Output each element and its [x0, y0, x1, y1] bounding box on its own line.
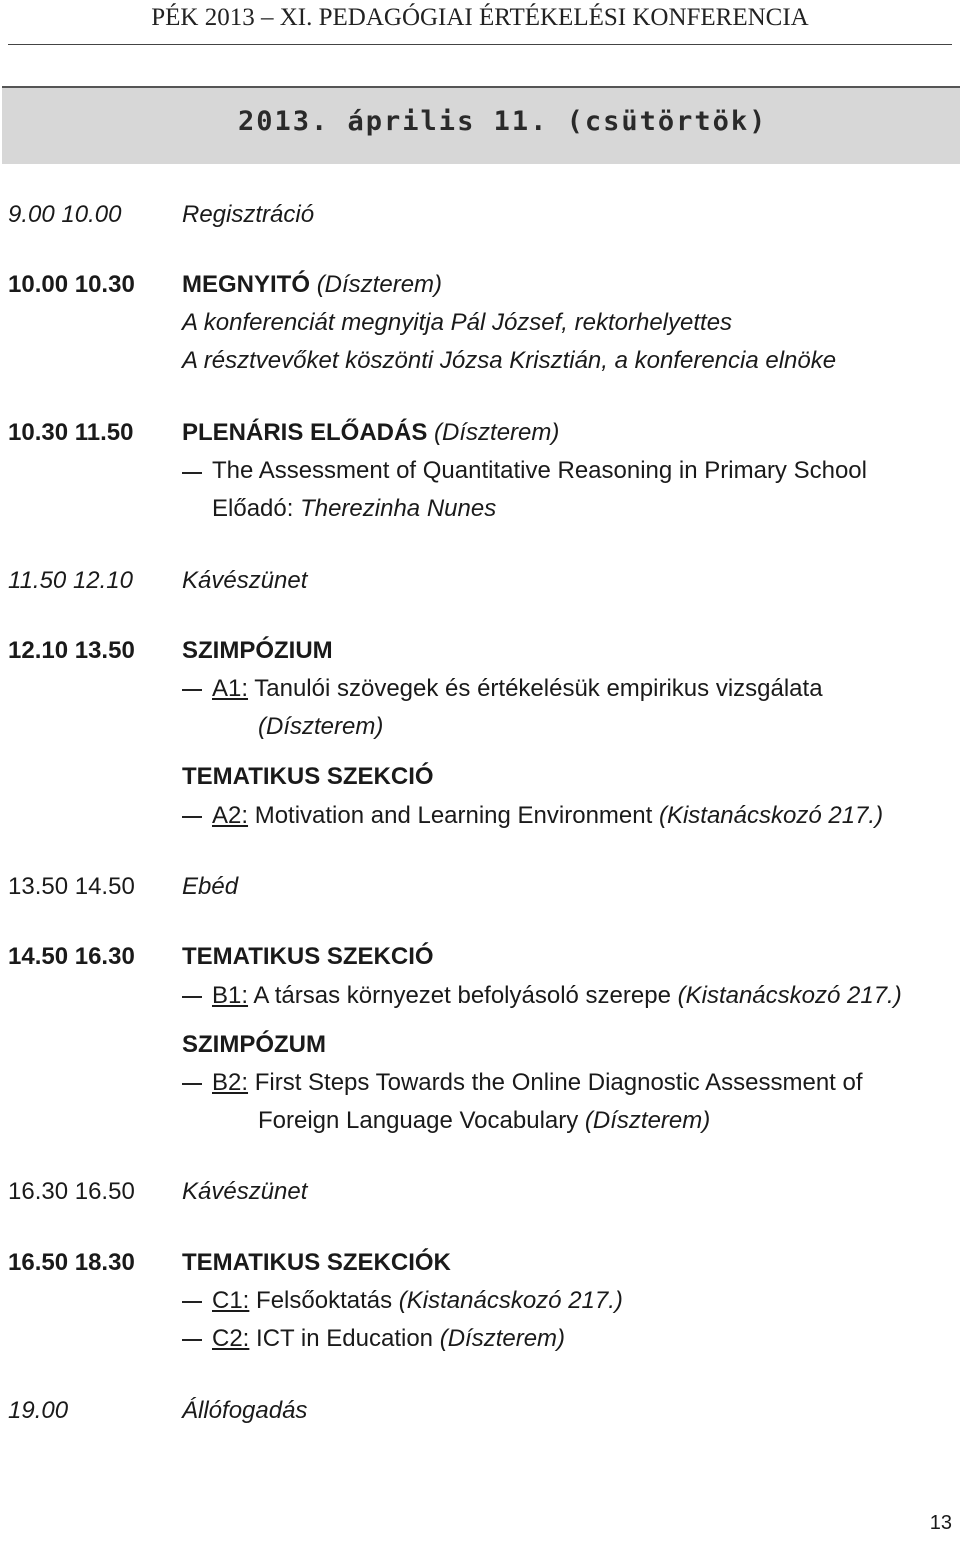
item-title: Kávészünet	[182, 567, 308, 594]
item-title: Regisztráció	[182, 201, 315, 228]
session-room: (Díszterem)	[258, 713, 384, 740]
date-banner	[2, 86, 960, 164]
item-title: PLENÁRIS ELŐADÁS	[182, 419, 428, 446]
item-title: SZIMPÓZIUM	[182, 637, 333, 664]
header-rule	[8, 44, 952, 45]
plenary-talk: The Assessment of Quantitative Reasoning in Primary School	[212, 457, 867, 484]
item-title: TEMATIKUS SZEKCIÓ	[182, 943, 434, 970]
plenary-speaker	[212, 490, 496, 528]
room: (Díszterem)	[316, 271, 443, 298]
session-room: (Kistanácskozó 217.)	[398, 1287, 623, 1314]
item-title: Ebéd	[182, 873, 239, 900]
speaker-label: Előadó:	[212, 495, 294, 522]
session-title-cont: Foreign Language Vocabulary	[258, 1107, 579, 1134]
running-head: PÉK 2013 – XI. PEDAGÓGIAI ÉRTÉKELÉSI KONFERENCIA	[151, 4, 809, 31]
time-slot: 11.50 12.10	[8, 567, 134, 594]
session-code: A2:	[212, 802, 249, 829]
section-heading: TEMATIKUS SZEKCIÓ	[182, 763, 434, 790]
time-slot: 12.10 13.50	[8, 637, 135, 664]
opening-line-1: A konferenciát megnyitja Pál József, rektorhelyettes	[182, 309, 733, 336]
time-slot: 14.50 16.30	[8, 943, 135, 970]
session-title: First Steps Towards the Online Diagnostic Assessment of	[254, 1069, 863, 1096]
item-title: TEMATIKUS SZEKCIÓK	[182, 1249, 451, 1276]
session-code: C2:	[212, 1325, 250, 1352]
time-slot: 10.30 11.50	[8, 419, 134, 446]
dash-marker	[182, 689, 202, 691]
date-heading: 2013. április 11. (csütörtök)	[238, 106, 768, 137]
dash-marker	[182, 1301, 202, 1303]
session-room: (Díszterem)	[584, 1107, 711, 1134]
session-title: Felsőoktatás	[256, 1287, 393, 1314]
session-title: A társas környezet befolyásoló szerepe	[253, 982, 671, 1009]
time-slot: 16.30 16.50	[8, 1178, 135, 1205]
session-code: A1:	[212, 675, 249, 702]
session-b2	[212, 1064, 863, 1102]
item-title: Állófogadás	[182, 1397, 308, 1424]
session-b1	[212, 977, 902, 1015]
time-slot: 16.50 18.30	[8, 1249, 135, 1276]
session-title: ICT in Education	[256, 1325, 434, 1352]
session-room: (Kistanácskozó 217.)	[677, 982, 902, 1009]
dash-marker	[182, 472, 202, 474]
session-c1	[212, 1282, 623, 1320]
dash-marker	[182, 1339, 202, 1341]
time-slot: 13.50 14.50	[8, 873, 135, 900]
section-heading: SZIMPÓZUM	[182, 1031, 326, 1058]
session-a2	[212, 797, 883, 835]
dash-marker	[182, 816, 202, 818]
room: (Díszterem)	[434, 419, 560, 446]
opening-line-2: A résztvevőket köszönti Józsa Krisztián, a konferencia elnöke	[182, 347, 837, 374]
time-slot: 10.00 10.30	[8, 271, 135, 298]
session-code: B2:	[212, 1069, 249, 1096]
dash-marker	[182, 996, 202, 998]
session-title: Motivation and Learning Environment	[254, 802, 653, 829]
item-title: MEGNYITÓ	[182, 271, 311, 298]
session-c2	[212, 1320, 565, 1358]
session-room: (Kistanácskozó 217.)	[658, 802, 884, 829]
session-b2-cont	[258, 1102, 710, 1140]
speaker-name: Therezinha Nunes	[300, 495, 497, 522]
dash-marker	[182, 1083, 202, 1085]
time-slot: 9.00 10.00	[8, 201, 122, 228]
session-code: B1:	[212, 982, 249, 1009]
session-room: (Díszterem)	[439, 1325, 566, 1352]
time-slot: 19.00	[8, 1397, 69, 1424]
session-code: C1:	[212, 1287, 250, 1314]
session-a1	[212, 670, 823, 708]
page-number: 13	[929, 1512, 952, 1534]
session-title: Tanulói szövegek és értékelésük empirikus vizsgálata	[254, 675, 823, 702]
item-title: Kávészünet	[182, 1178, 308, 1205]
